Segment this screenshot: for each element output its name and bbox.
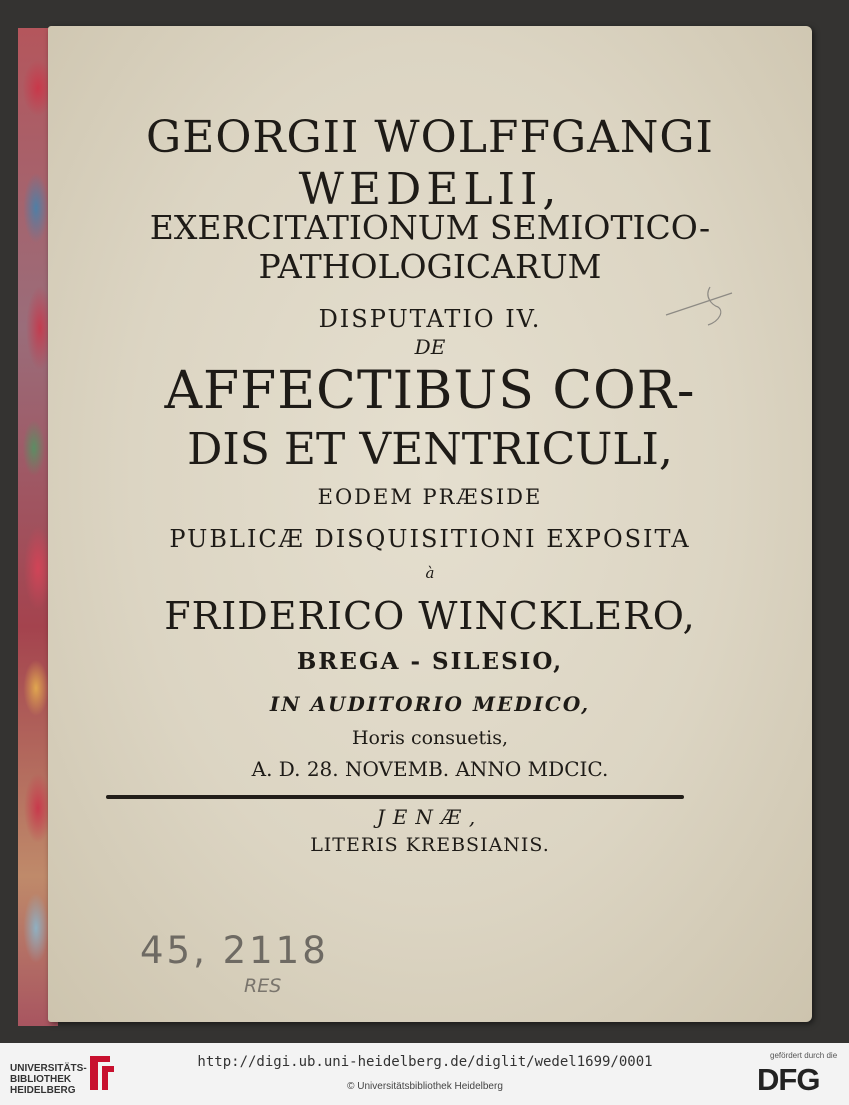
main-title-line: AFFECTIBUS COR-	[164, 361, 696, 421]
logo-line-3: HEIDELBERG	[10, 1085, 76, 1096]
copyright-notice: © Universitätsbibliothek Heidelberg	[347, 1081, 503, 1092]
horizontal-rule	[106, 795, 684, 799]
date-line: A. D. 28. NOVEMB. ANNO MDCIC.	[251, 757, 609, 781]
ub-logo-mark-icon	[86, 1052, 116, 1094]
main-title-line-2: DIS ET VENTRICULI,	[187, 424, 673, 475]
respondent-origin: BREGA - SILESIO,	[296, 648, 564, 675]
series-title-line-2: PATHOLOGICARUM	[258, 247, 602, 286]
respondent-name: FRIDERICO WINCKLERO,	[164, 594, 696, 638]
preposition-a: à	[425, 564, 435, 582]
pencil-mark-icon	[662, 275, 742, 335]
disputation-number: DISPUTATIO IV.	[318, 305, 542, 333]
funding-note: gefördert durch die	[770, 1051, 838, 1060]
exposita-line: PUBLICÆ DISQUISITIONI EXPOSITA	[169, 525, 691, 553]
viewer-footer	[0, 1043, 849, 1105]
series-title-line: EXERCITATIONUM SEMIOTICO-	[149, 208, 711, 247]
preposition-de: DE	[414, 335, 446, 359]
venue-line: IN AUDITORIO MEDICO,	[269, 692, 591, 716]
logo-line-2: BIBLIOTHEK	[10, 1074, 72, 1085]
author-surname-line: WEDELII,	[298, 164, 562, 215]
hours-line: Horis consuetis,	[351, 727, 508, 749]
logo-line-1: UNIVERSITÄTS-	[10, 1063, 87, 1074]
dfg-logo[interactable]: DFG	[757, 1062, 820, 1097]
imprint-printer: LITERIS KREBSIANIS.	[310, 834, 550, 856]
praeside-line: EODEM PRÆSIDE	[317, 485, 543, 509]
imprint-place: JENÆ,	[376, 805, 484, 829]
ub-heidelberg-logo[interactable]	[10, 1063, 87, 1096]
permalink-url[interactable]: http://digi.ub.uni-heidelberg.de/diglit/wedel1699/0001	[197, 1054, 653, 1070]
author-name-line: GEORGII WOLFFGANGI	[146, 112, 714, 163]
handwritten-shelfmark: 45, 2118	[140, 929, 329, 972]
handwritten-res-note: RES	[244, 975, 282, 997]
